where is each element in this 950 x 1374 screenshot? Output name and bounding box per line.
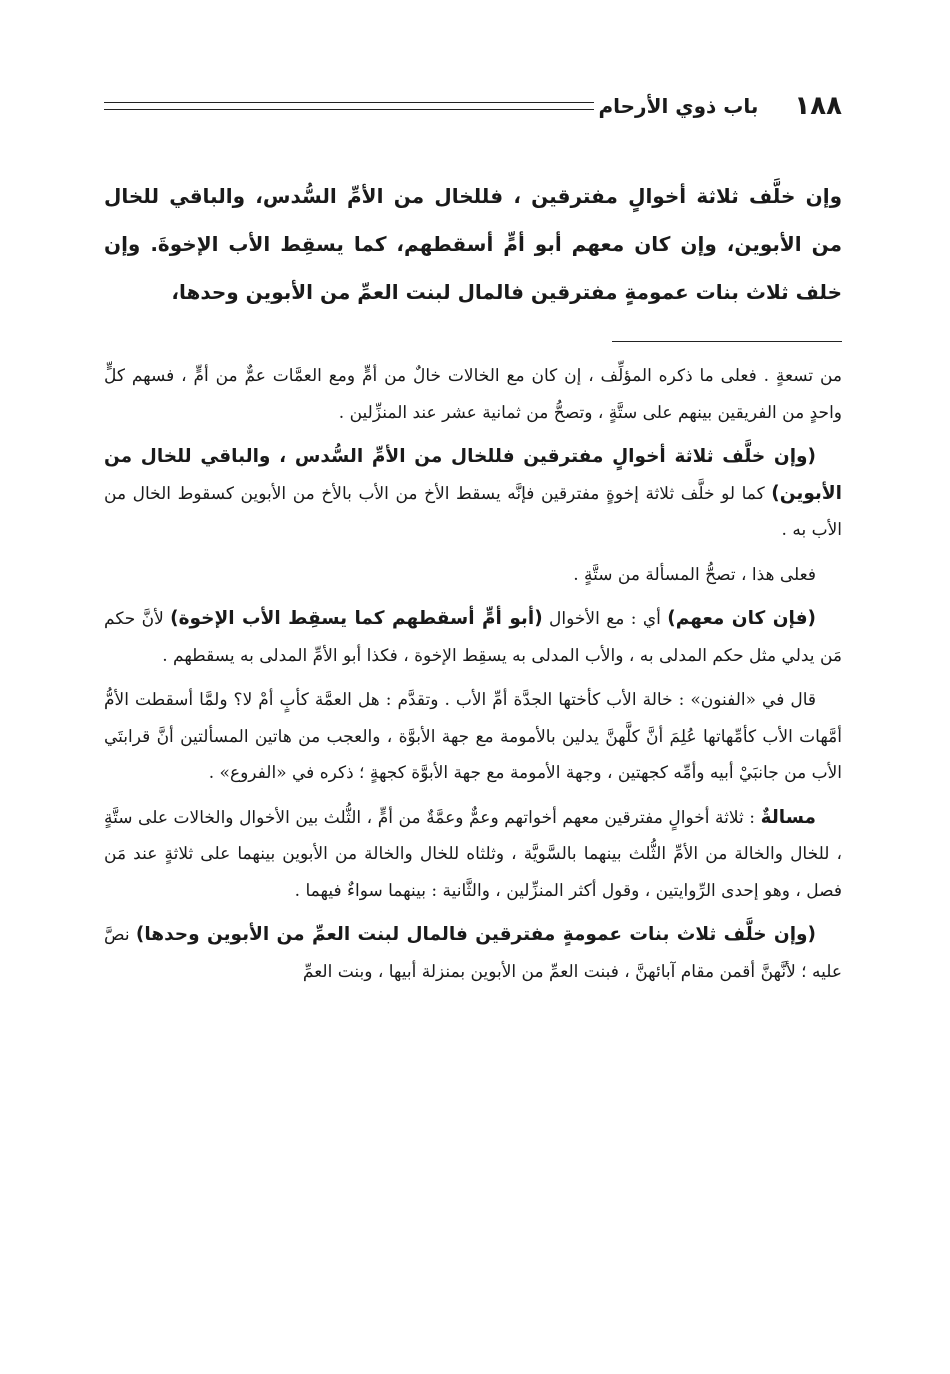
commentary [104,358,842,998]
commentary-text: أي : مع الأخوال [542,609,668,629]
commentary-paragraph-7 [104,917,842,990]
chapter-title: باب ذوي الأرحام [598,94,759,118]
page-number: ١٨٨ [794,91,842,121]
separator-rule [612,341,842,342]
quoted-matn: (فإن كان معهم) [667,608,817,629]
commentary-text: كما لو خلَّف ثلاثة إخوةٍ مفترقين فإنَّه يسقط الأخ من الأب بالأخ من الأبوين كسقوط الخال من الأب به . [104,483,842,540]
issue-heading: مسالةٌ [760,806,817,828]
quoted-matn: (أبو أمٍّ أسقطهم كما يسقِط الأب الإخوة) [170,608,543,629]
header-rule [104,102,594,110]
commentary-paragraph-5: قال في «الفنون» : خالة الأب كأختها الجدَّة أمِّ الأب . وتقدَّم : هل العمَّة كأبٍ أمْ لا؟ ولمَّا أسقطت الأمُّ أمَّهات الأب كأمِّهاتها عُلِمَ أنَّ كلَّهنَّ يدلين بالأمومة مع جهة الأبوَّة ، والعجب من هاتين المسألتين أنَّ قرابتَي الأب من جانبَيْ أبيه وأمِّه كجهتين ، وجهة الأمومة مع جهة الأبوَّة كجهةٍ ؛ ذكره في «الفروع» . [104,690,842,783]
commentary-paragraph-1: من تسعةٍ . فعلى ما ذكره المؤلِّف ، إن كان مع الخالات خالٌ من أمٍّ ومع العمَّات عمٌّ من أمٍّ ، فسهم كلٍّ واحدٍ من الفريقين بينهم على ستَّةٍ ، وتصحُّ من ثمانية عشر عند المنزِّلين . [104,366,842,423]
commentary-text: نصَّ عليه ؛ لأنَّهنَّ أقمن مقام آبائهنَّ ، فبنت العمِّ من الأبوين بمنزلة أبيها ، وبنت العمِّ [104,925,842,982]
commentary-paragraph-6 [104,800,842,910]
commentary-paragraph-2 [104,439,842,549]
commentary-text: : ثلاثة أخوالٍ مفترقين معهم أخواتهم وعمٌّ وعمَّةٌ من أمٍّ ، الثُّلث بين الأخوال والخالات على ستَّةٍ ، للخال والخالة من الأمِّ الثُّلث بينهما بالسَّويَّة ، وثلثاه للخال والخالة من الأبوين بينهما على ثلاثةٍ عند مَن فصل ، وهو إحدى الرِّوايتين ، وقول أكثر المنزِّلين ، والثَّانية : بينهما سواءٌ فيهما . [104,807,842,901]
main-text: وإن خلَّف ثلاثة أخوالٍ مفترقين ، فللخال من الأمِّ السُّدس، والباقي للخال من الأبوين، وإن كان معهم أبو أمٍّ أسقطهم، كما يسقِط الأب الإخوةَ. وإن خلف ثلاث بنات عمومةٍ مفترقين فالمال لبنت العمِّ من الأبوين وحدها، [104,184,842,304]
commentary-paragraph-3: فعلى هذا ، تصحُّ المسألة من ستَّةٍ . [573,564,816,585]
commentary-paragraph-4 [104,601,842,674]
quoted-matn: (وإن خلَّف ثلاثة أخوالٍ مفترقين فللخال من الأمِّ السُّدس ، والباقي للخال من الأبوين) [104,446,842,504]
running-header [100,86,842,126]
commentary-text: لأنَّ حكم مَن يدلي مثل حكم المدلى به ، والأب المدلى به يسقِط الإخوة ، فكذا أبو الأمِّ المدلى به يسقطهم . [104,609,842,666]
quoted-matn: (وإن خلَّف ثلاث بنات عمومةٍ مفترقين فالمال لبنت العمِّ من الأبوين وحدها) [135,924,816,945]
